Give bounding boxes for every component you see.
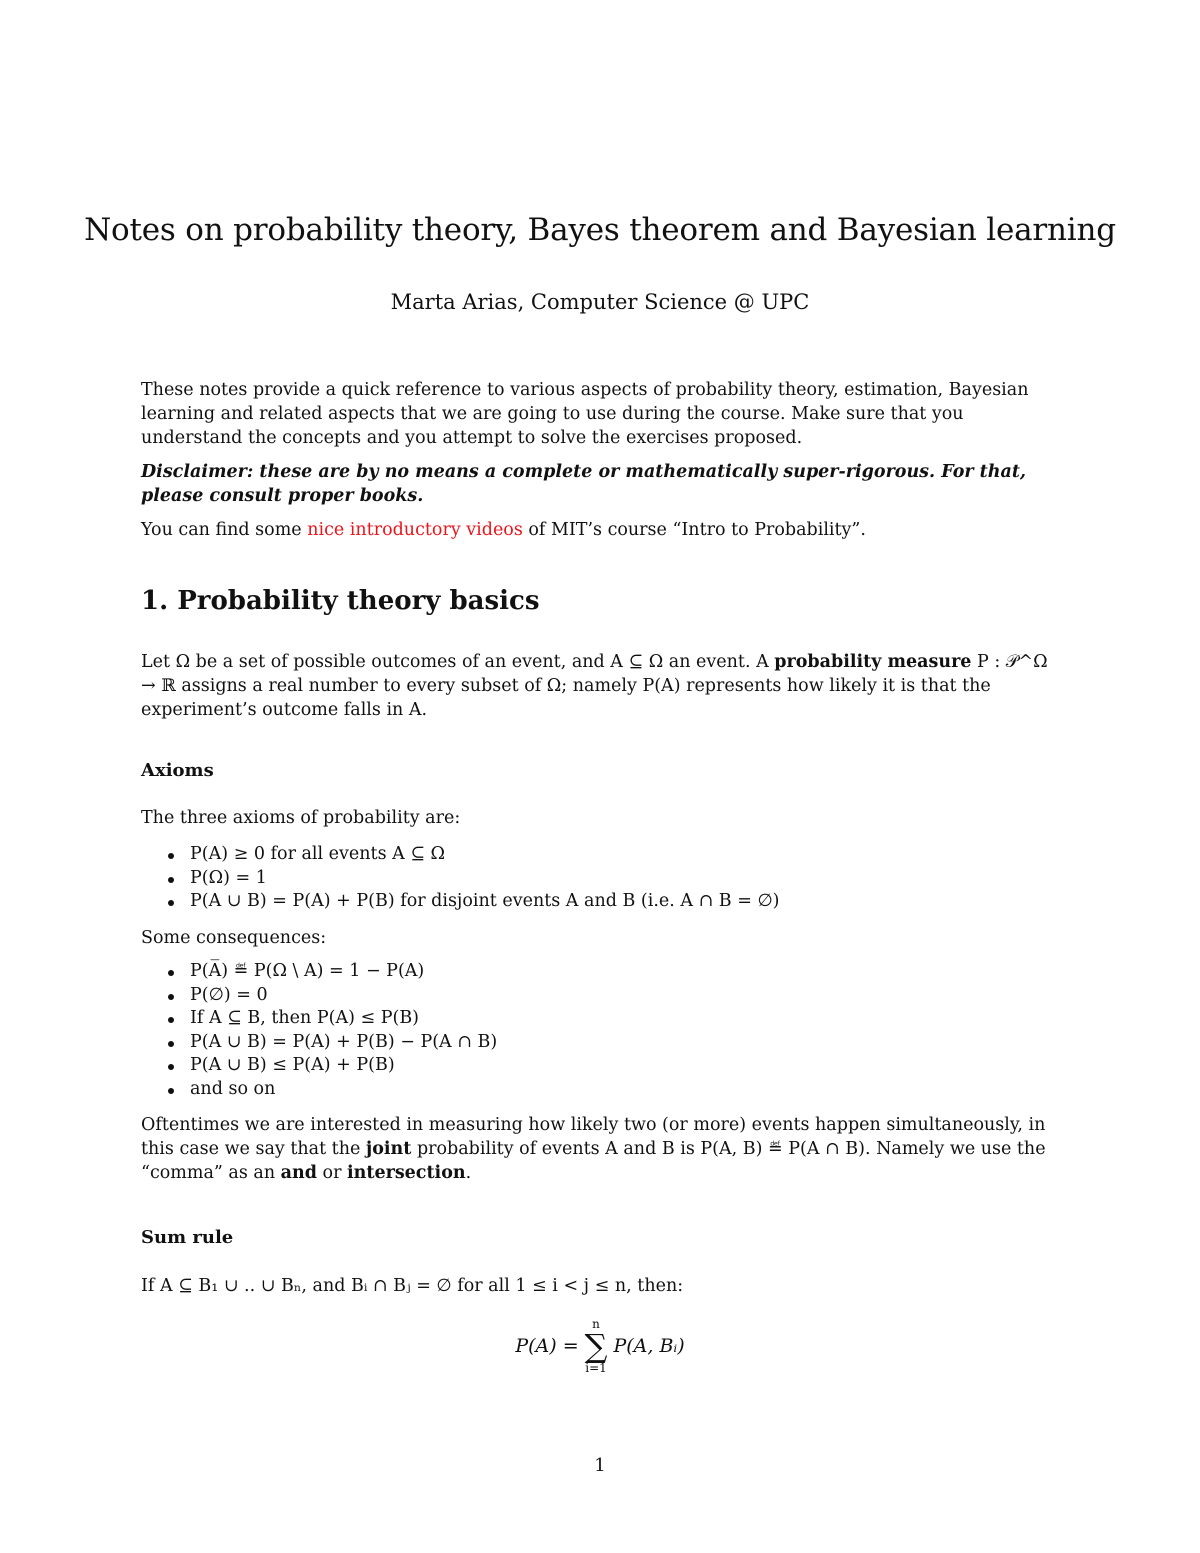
consequences-lead: Some consequences: [141,928,327,948]
document-author: Marta Arias, Computer Science @ UPC [390,290,810,314]
videos-text-before: You can find some [141,520,308,540]
list-item: If A ⊆ B, then P(A) ≤ P(B) [168,1007,497,1031]
section-heading-probability-basics: 1. Probability theory basics [141,586,540,616]
probability-measure-paragraph [141,650,1061,722]
and-term: and [280,1163,317,1183]
list-item: P(∅) = 0 [168,984,497,1008]
joint-text-1: Oftentimes we are interested in measuring how likely two (or more) events happen simultaneously, in this case we say that the [141,1115,1046,1159]
sum-rule-paragraph: If A ⊆ B₁ ∪ .. ∪ Bₙ, and Bᵢ ∩ Bⱼ = ∅ for all 1 ≤ i < j ≤ n, then: [141,1276,684,1296]
list-item: P(Ω) = 1 [168,867,780,891]
intersection-term: intersection [347,1163,466,1183]
sum-lower-limit: i=1 [585,1361,607,1375]
videos-text-after: of MIT’s course “Intro to Probability”. [522,520,866,540]
list-item: and so on [168,1078,497,1102]
joint-text-4: . [465,1163,472,1183]
document-title: Notes on probability theory, Bayes theorem and Bayesian learning [84,212,1116,248]
probability-measure-text-1: Let Ω be a set of possible outcomes of an event, and A ⊆ Ω an event. A [141,652,775,672]
list-item: P(A̅) ≝ P(Ω \ A) = 1 − P(A) [168,960,497,984]
joint-text-2: probability of events A and B is P(A, B) ≝ P(A ∩ B). Namely we use the “comma” as an [141,1139,1046,1183]
sigma-icon: ∑ [584,1327,608,1365]
sum-upper-limit: n [592,1317,600,1331]
joint-probability-paragraph [141,1113,1061,1185]
intro-videos-link[interactable]: nice introductory videos [307,520,523,540]
summation-symbol [585,1318,608,1374]
list-item: P(A ∪ B) ≤ P(A) + P(B) [168,1054,497,1078]
list-item: P(A ∪ B) = P(A) + P(B) for disjoint events A and B (i.e. A ∩ B = ∅) [168,890,780,914]
joint-term: joint [365,1139,412,1159]
axioms-list [168,843,780,914]
list-item: P(A ∪ B) = P(A) + P(B) − P(A ∩ B) [168,1031,497,1055]
probability-measure-term: probability measure [774,652,972,672]
formula-rhs: P(A, Bᵢ) [613,1335,685,1357]
disclaimer-paragraph: Disclaimer: these are by no means a complete or mathematically super-rigorous. For that, please consult proper books. [141,462,1026,506]
page-number: 1 [594,1455,606,1476]
formula-lhs: P(A) = [515,1335,579,1357]
intro-paragraph: These notes provide a quick reference to various aspects of probability theory, estimation, Bayesian learning and related aspects that we are going to use during the course. Make sure that you understand the concepts and you attempt to solve the exercises proposed. [141,380,1029,448]
subheading-axioms: Axioms [141,760,214,781]
axioms-lead: The three axioms of probability are: [141,808,461,828]
probability-measure-text-2: P : 𝒫^Ω → ℝ assigns a real number to every subset of Ω; namely P(A) represents how likely it is that the experiment’s outcome falls in A. [141,652,1048,720]
videos-paragraph [141,518,1061,542]
consequences-list [168,960,497,1101]
list-item: P(A) ≥ 0 for all events A ⊆ Ω [168,843,780,867]
joint-text-3: or [316,1163,348,1183]
sum-rule-formula [0,1318,1200,1374]
subheading-sum-rule: Sum rule [141,1227,234,1248]
